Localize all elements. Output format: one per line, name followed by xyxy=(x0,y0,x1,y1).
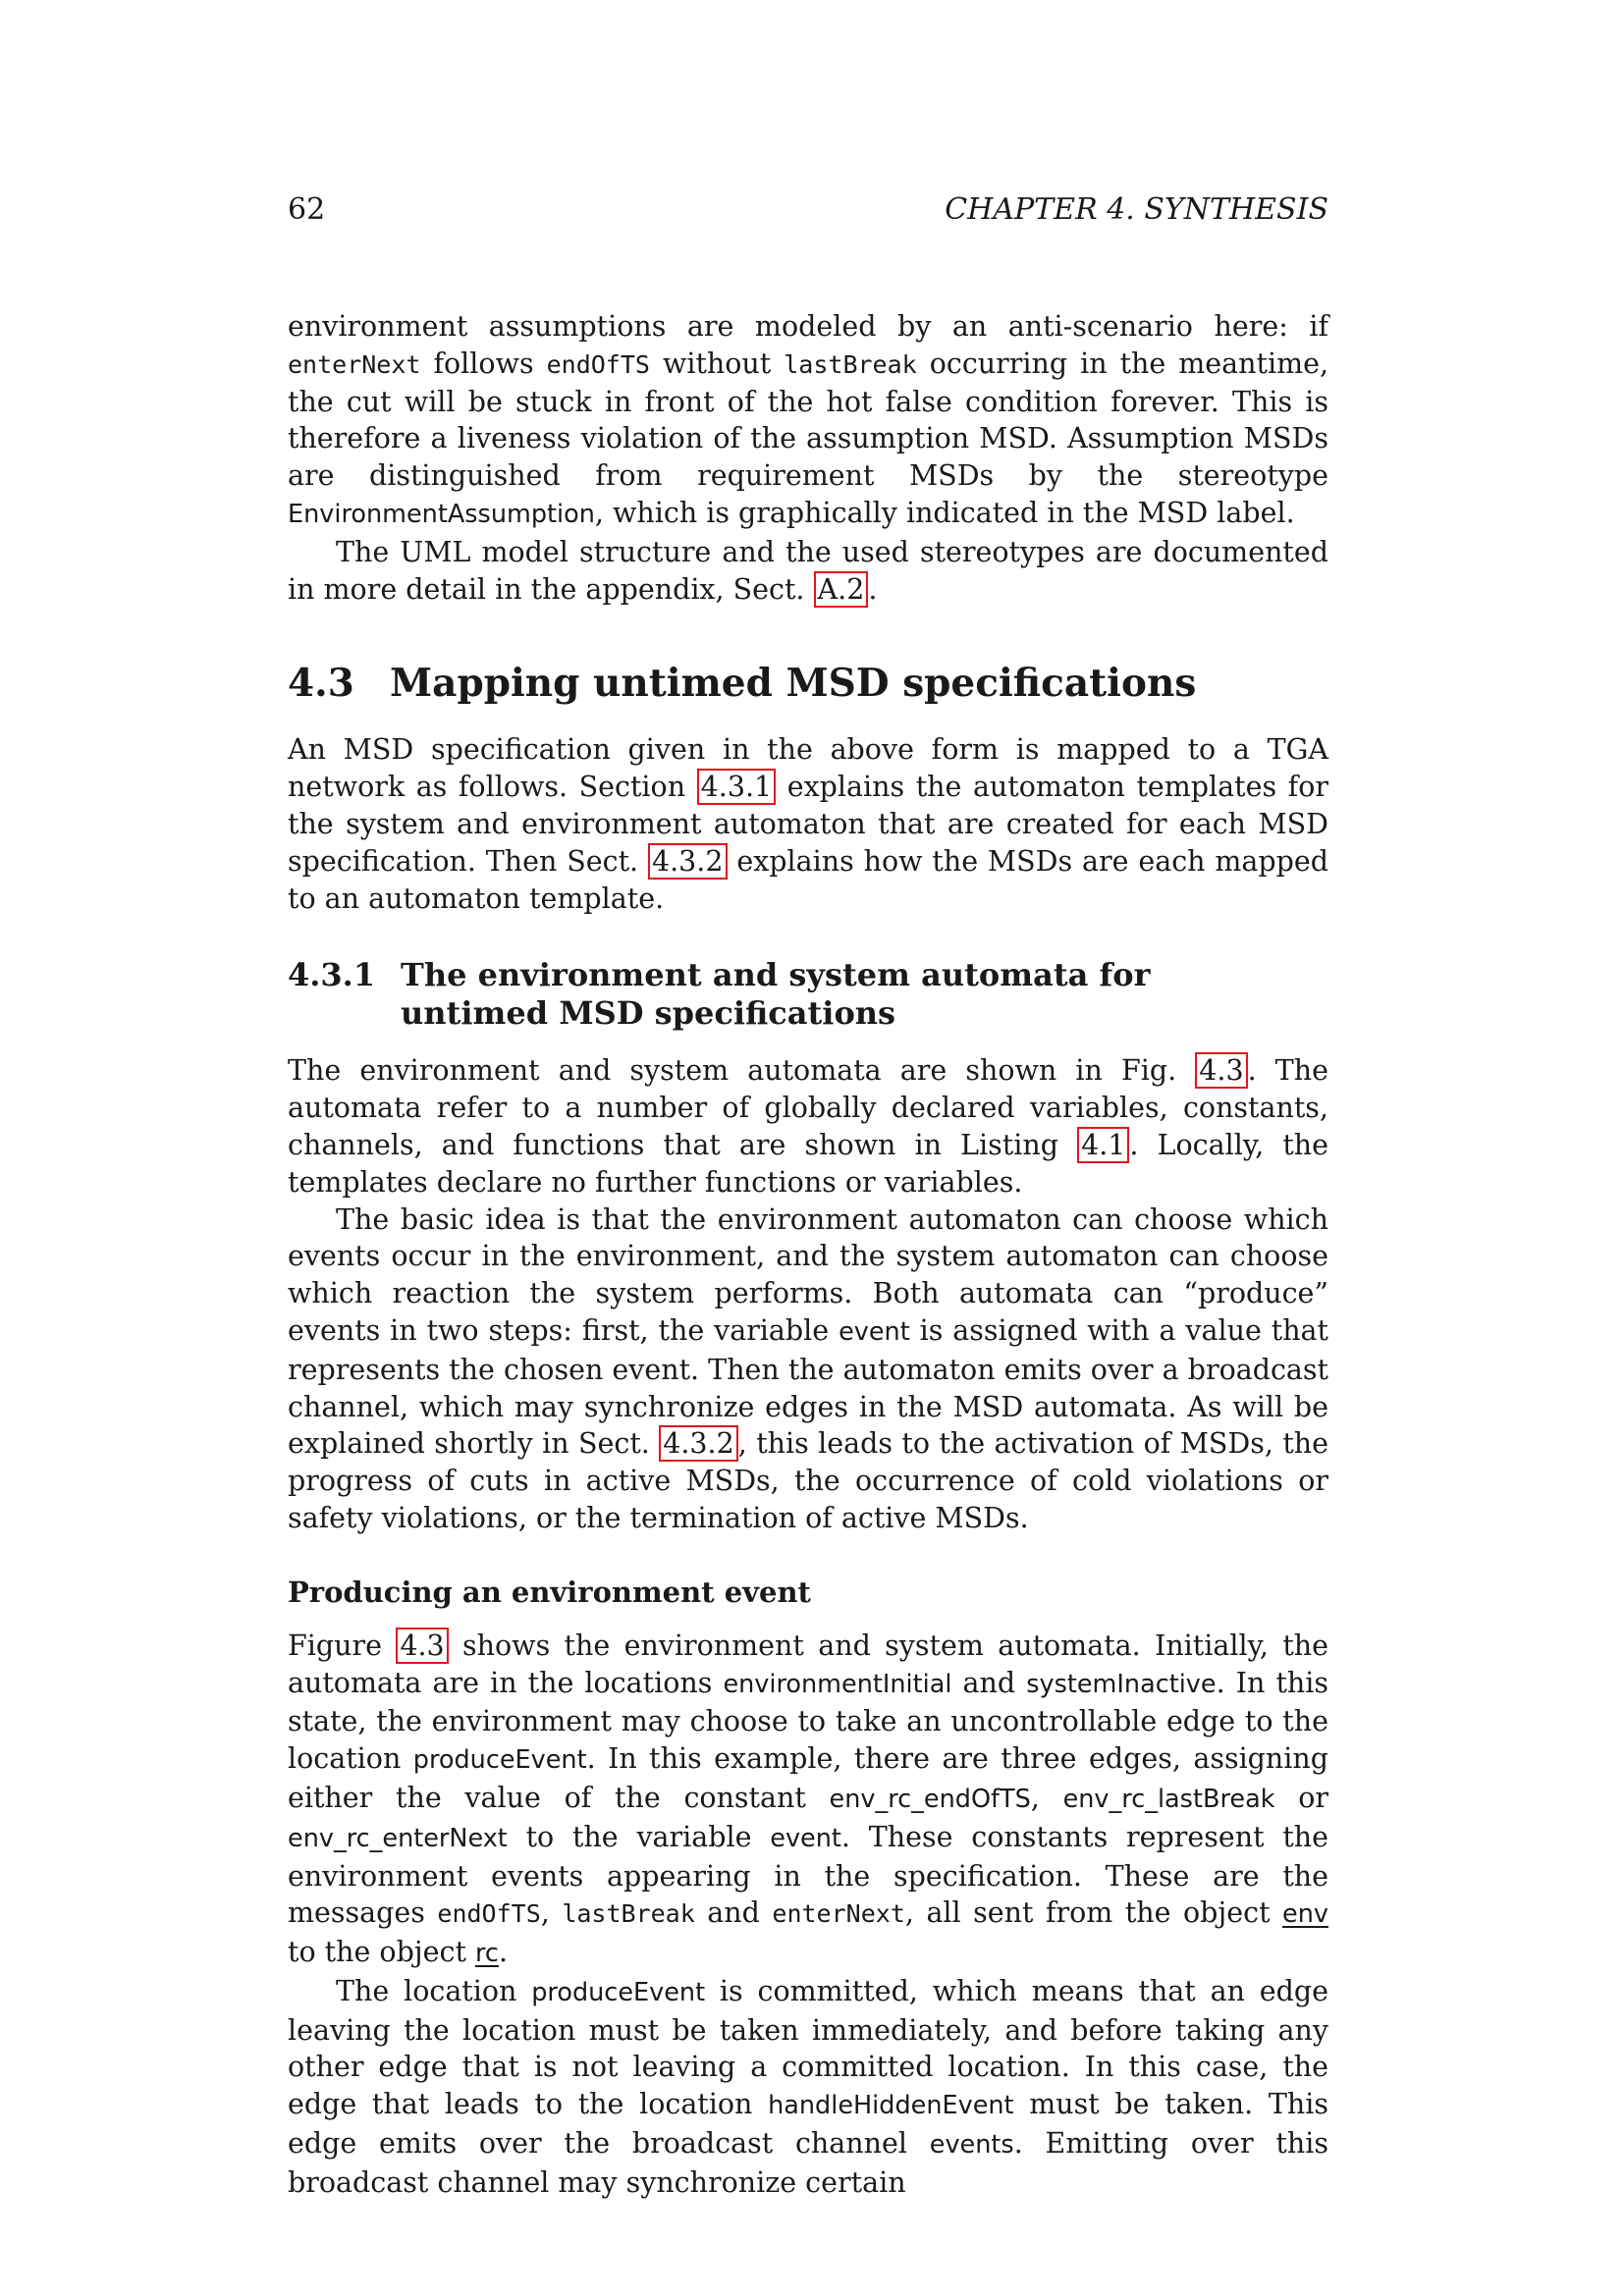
paragraph-uml-model xyxy=(288,534,1328,609)
code-end-of-ts: endOfTS xyxy=(437,1899,541,1929)
subsection-heading xyxy=(288,956,1328,1033)
ref-link-4-3-2[interactable]: 4.3.2 xyxy=(659,1425,738,1462)
const-env-rc-end-of-ts: env_rc_endOfTS xyxy=(829,1784,1031,1814)
ref-link-fig-4-3[interactable]: 4.3 xyxy=(1195,1052,1247,1089)
location-handle-hidden-event: handleHiddenEvent xyxy=(768,2091,1014,2121)
section-heading xyxy=(288,661,1328,706)
text: . xyxy=(498,1936,508,1969)
location-environment-initial: environmentInitial xyxy=(723,1669,952,1699)
location-produce-event: produceEvent xyxy=(531,1977,706,2007)
code-last-break: lastBreak xyxy=(784,349,917,379)
ref-link-listing-4-1[interactable]: 4.1 xyxy=(1077,1127,1129,1163)
text: . These constants represent the environment events appearing in the specification. These are the messages xyxy=(288,1820,1329,1930)
text: to the object xyxy=(288,1936,475,1969)
text: . Locally, the templates declare no further functions or variables. xyxy=(288,1128,1328,1199)
text: . xyxy=(868,572,878,606)
code-end-of-ts: endOfTS xyxy=(546,349,650,379)
section-title: Mapping untimed MSD specifications xyxy=(390,661,1197,707)
text: explains the automaton templates for the system and environment automaton that are created for each MSD specification. Then Sect. xyxy=(288,771,1328,878)
code-last-break: lastBreak xyxy=(562,1899,695,1929)
text: . Emitting over this broadcast channel may synchronize certain xyxy=(288,2127,1328,2199)
text: without xyxy=(649,347,785,380)
running-header xyxy=(288,192,1328,241)
text: or xyxy=(1274,1781,1328,1814)
text: and xyxy=(951,1666,1027,1699)
text: . The automata refer to a number of globally declared variables, constants, channels, and functions that are shown in Listing xyxy=(288,1054,1328,1161)
text: The basic idea is that the environment automaton can choose which events occur in the environment, and the system automaton can choose which reaction the system performs. Both automata can “produce” events in two steps: first, the variable xyxy=(288,1202,1328,1347)
text: explains how the MSDs are each mapped to an automaton template. xyxy=(288,844,1328,915)
text: Figure xyxy=(288,1629,397,1662)
ref-link-fig-4-3[interactable]: 4.3 xyxy=(396,1628,448,1664)
subsection-title: The environment and system automata for untimed MSD specifications xyxy=(401,956,1151,1033)
section-number: 4.3 xyxy=(288,661,354,707)
object-rc: rc xyxy=(474,1939,499,1969)
page-number: 62 xyxy=(288,192,326,227)
ref-link-a2[interactable]: A.2 xyxy=(814,571,869,608)
page xyxy=(288,192,1328,2202)
text: , xyxy=(540,1896,563,1930)
text: The UML model structure and the used stereotypes are documented in more detail in the appendix, Sect. xyxy=(288,535,1328,606)
subsubsection-heading: Producing an environment event xyxy=(288,1575,811,1609)
var-event: event xyxy=(839,1316,910,1347)
stereotype-environment-assumption: EnvironmentAssumption xyxy=(288,499,595,529)
object-env: env xyxy=(1282,1899,1328,1930)
const-env-rc-last-break: env_rc_lastBreak xyxy=(1062,1784,1275,1814)
text: follows xyxy=(420,347,547,380)
paragraph-committed-location xyxy=(288,1973,1328,2202)
text: must be taken. This edge emits over the broadcast channel xyxy=(288,2088,1329,2161)
paragraph-environment-event xyxy=(288,1628,1328,1973)
paragraph-assumptions xyxy=(288,308,1328,534)
ref-link-4-3-2[interactable]: 4.3.2 xyxy=(648,843,728,880)
text: An MSD specification given in the above form is mapped to a TGA network as follows. Section xyxy=(288,733,1328,804)
text: occurring in the meantime, the cut will be stuck in front of the hot false condition forever. This is therefore a liveness violation of the assumption MSD. Assumption MSDs are distinguished from requirement MSDs by the stereotype xyxy=(288,347,1329,493)
paragraph-mapping-intro xyxy=(288,731,1328,917)
channel-events: events xyxy=(929,2130,1014,2161)
text: and xyxy=(694,1896,773,1930)
ref-link-4-3-1[interactable]: 4.3.1 xyxy=(697,769,777,805)
text: , this leads to the activation of MSDs, the progress of cuts in active MSDs, the occurrence of cold violations or safety violations, or the termination of active MSDs. xyxy=(288,1427,1329,1534)
text: , xyxy=(1030,1781,1063,1814)
code-enter-next: enterNext xyxy=(288,349,421,379)
body-text xyxy=(288,308,1328,2202)
text: , all sent from the object xyxy=(904,1896,1283,1930)
var-event: event xyxy=(770,1823,841,1853)
text: environment assumptions are modeled by an anti-scenario here: if xyxy=(288,310,1328,343)
text: to the variable xyxy=(507,1820,771,1853)
location-produce-event: produceEvent xyxy=(412,1745,587,1776)
paragraph-basic-idea xyxy=(288,1201,1328,1537)
chapter-title: CHAPTER 4. SYNTHESIS xyxy=(945,192,1328,227)
text: is assigned with a value that represents the chosen event. Then the automaton emits over a broadcast channel, which may synchronize edges in the MSD automata. As will be explained shortly in Sect. xyxy=(288,1313,1328,1461)
text: . In this state, the environment may choose to take an uncontrollable edge to the location xyxy=(288,1666,1328,1776)
text: , which is graphically indicated in the MSD label. xyxy=(594,496,1295,529)
text: is committed, which means that an edge leaving the location must be taken immediately, and before taking any other edge that is not leaving a committed location. In this case, the edge that leads to the location xyxy=(288,1974,1328,2121)
subsection-number: 4.3.1 xyxy=(288,956,376,994)
paragraph-automata-shown xyxy=(288,1052,1328,1201)
location-system-inactive: systemInactive xyxy=(1026,1669,1217,1699)
code-enter-next: enterNext xyxy=(772,1899,905,1929)
const-env-rc-enter-next: env_rc_enterNext xyxy=(288,1823,508,1853)
text: The location xyxy=(336,1974,532,2007)
text: The environment and system automata are shown in Fig. xyxy=(288,1054,1196,1088)
text: . In this example, there are three edges, assigning either the value of the constant xyxy=(288,1742,1328,1814)
text: shows the environment and system automata. Initially, the automata are in the locations xyxy=(288,1629,1328,1699)
